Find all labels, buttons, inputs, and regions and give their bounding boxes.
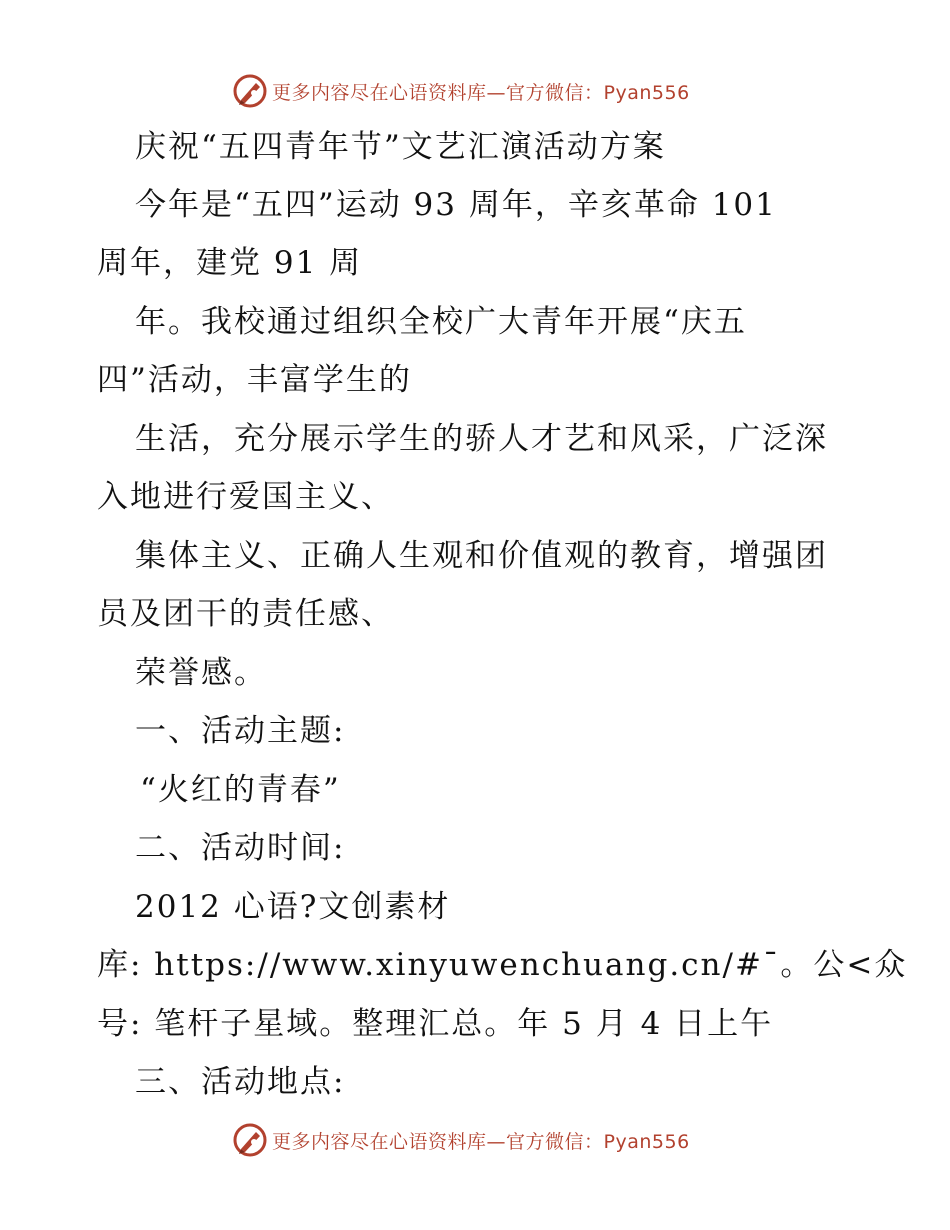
doc-paragraph-line: 周年，建党 91 周 — [97, 245, 363, 281]
doc-paragraph-line: 生活，充分展示学生的骄人才艺和风采，广泛深 — [135, 421, 828, 457]
doc-paragraph-line: 号: 笔杆子星域。整理汇总。年 5 月 4 日上午 — [97, 1006, 774, 1042]
section-heading-time: 二、活动时间: — [135, 830, 346, 866]
theme-value: “火红的青春” — [140, 772, 341, 808]
watermark-text: 更多内容尽在心语资料库—官方微信：Pyan556 — [272, 1130, 690, 1153]
pen-logo-icon — [232, 1122, 268, 1158]
watermark-footer — [232, 1121, 690, 1159]
section-heading-location: 三、活动地点: — [135, 1064, 346, 1100]
doc-paragraph-line: 2012 心语?文创素材 — [135, 889, 451, 925]
doc-paragraph-line: 入地进行爱国主义、 — [97, 479, 394, 515]
section-heading-theme: 一、活动主题: — [135, 713, 346, 749]
doc-title: 庆祝“五四青年节”文艺汇演活动方案 — [135, 129, 666, 165]
doc-paragraph-line: 荣誉感。 — [135, 655, 267, 691]
watermark-header — [232, 72, 690, 110]
doc-paragraph-line: 年。我校通过组织全校广大青年开展“庆五 — [135, 304, 747, 340]
doc-paragraph-line: 库: https://www.xinyuwenchuang.cn/#¯。公<众 — [97, 947, 908, 983]
doc-paragraph-line: 集体主义、正确人生观和价值观的教育，增强团 — [135, 538, 828, 574]
doc-paragraph-line: 今年是“五四”运动 93 周年，辛亥革命 101 — [135, 187, 777, 223]
pen-logo-icon — [232, 73, 268, 109]
watermark-text: 更多内容尽在心语资料库—官方微信：Pyan556 — [272, 81, 690, 104]
doc-paragraph-line: 四”活动，丰富学生的 — [97, 362, 412, 398]
doc-paragraph-line: 员及团干的责任感、 — [97, 596, 394, 632]
